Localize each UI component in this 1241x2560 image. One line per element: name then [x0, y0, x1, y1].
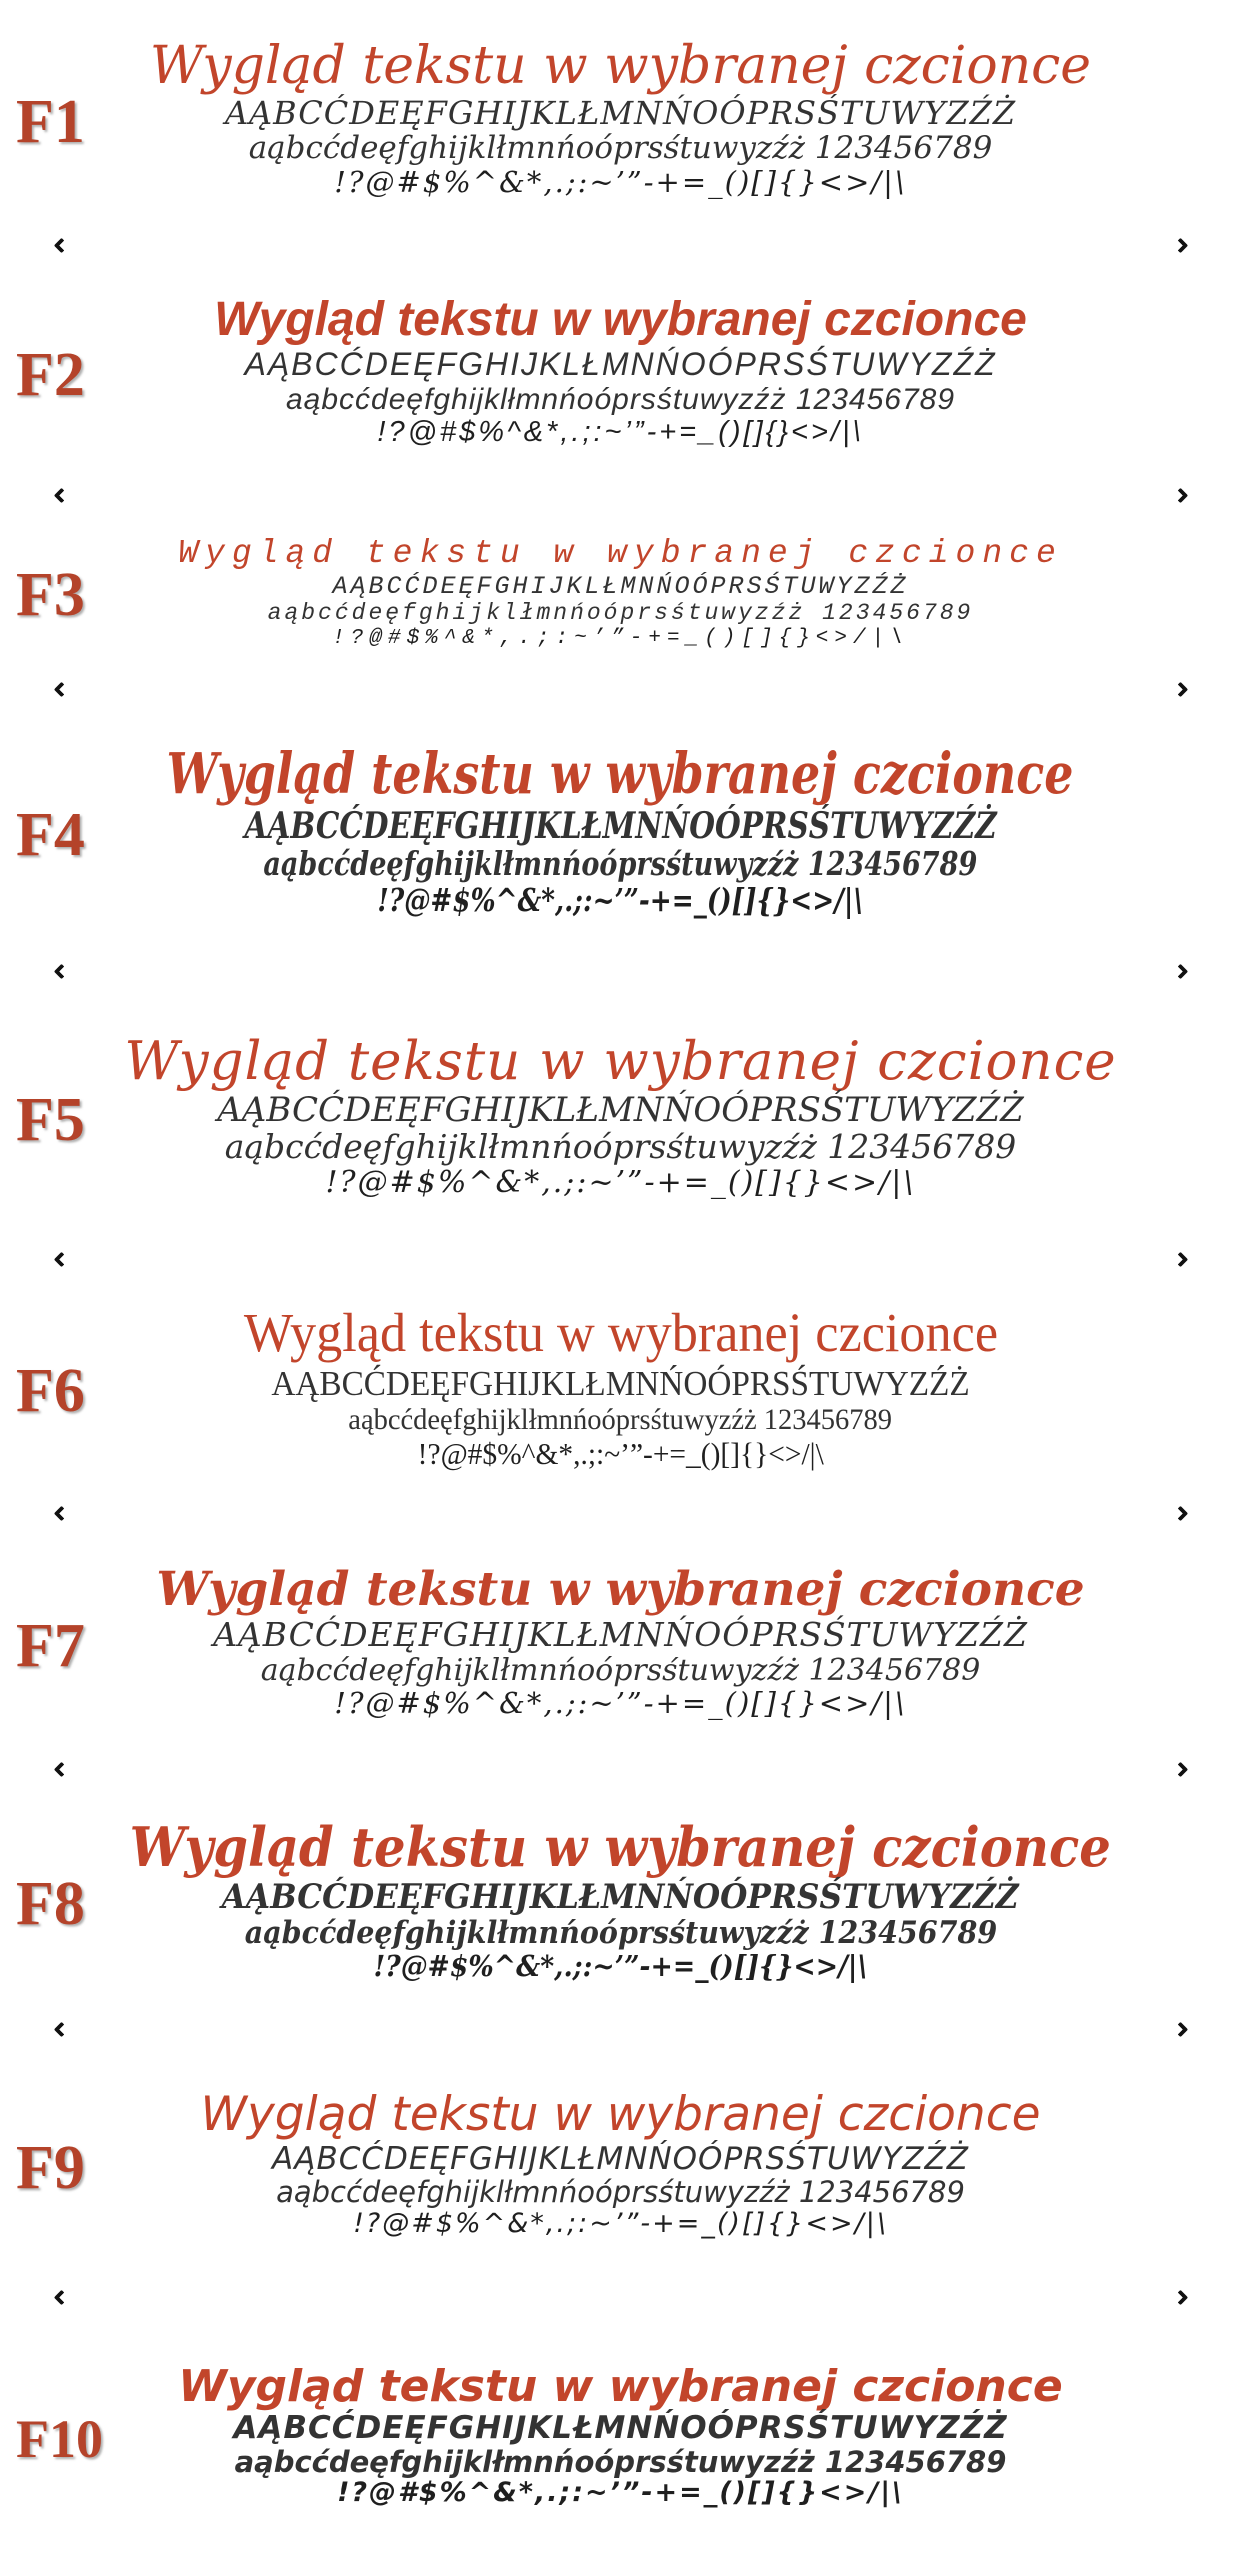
specimen-title: Wygląd tekstu w wybranej czcionce	[214, 293, 1027, 347]
specimen-title: Wygląd tekstu w wybranej czcionce	[124, 1031, 1117, 1092]
specimen-symbols: !?@#$%^&*,.;:~’”-+=_()[]{}<>/|\	[377, 416, 864, 449]
arrow-left-icon	[53, 1505, 69, 1521]
double-arrow-separator	[56, 236, 1186, 254]
specimen-uppercase: AĄBCĆDEĘFGHIJKLŁMNŃOÓPRSŚTUWYZŹŻ	[233, 2409, 1008, 2446]
specimen-lowercase-digits: aąbcćdeęfghijklłmnńoóprsśtuwyzźż 123456789	[285, 382, 956, 416]
font-specimen-f4	[0, 700, 1241, 960]
specimen-title: Wygląd tekstu w wybranej czcionce	[129, 1815, 1112, 1880]
specimen-uppercase: AĄBCĆDEĘFGHIJKLŁMNŃOÓPRSŚTUWYZŹŻ	[244, 804, 997, 847]
specimen-uppercase: AĄBCĆDEĘFGHIJKLŁMNŃOÓPRSŚTUWYZŹŻ	[271, 1364, 970, 1404]
double-arrow-separator	[56, 2288, 1186, 2306]
specimen-symbols: !?@#$%^&*,.;:~’”-+=_()[]{}<>/|\	[417, 1435, 824, 1471]
font-specimen-f1	[0, 0, 1241, 234]
font-label-f7: F7	[16, 1611, 85, 1680]
font-specimen-f6	[0, 1270, 1241, 1502]
font-specimen-f2	[0, 256, 1241, 484]
font-specimen-f3	[0, 506, 1241, 678]
specimen-symbols: !?@#$%^&*,.;:~’”-+=_()[]{}<>/|\	[334, 1686, 907, 1721]
specimen-symbols: !?@#$%^&*,.;:~’”-+=_()[]{}<>/|\	[373, 1949, 868, 1984]
double-arrow-separator	[56, 486, 1186, 504]
specimen-uppercase: AĄBCĆDEĘFGHIJKLŁMNŃOÓPRSŚTUWYZŹŻ	[222, 1876, 1019, 1917]
specimen-lowercase-digits: aąbcćdeęfghijklłmnńoóprsśtuwyzźż 123456789	[267, 599, 974, 626]
font-label-f1: F1	[16, 87, 85, 156]
specimen-title: Wygląd tekstu w wybranej czcionce	[178, 534, 1063, 572]
specimen-title: Wygląd tekstu w wybranej czcionce	[178, 2360, 1063, 2412]
specimen-symbols: !?@#$%^&*,.;:~’”-+=_()[]{}<>/|\	[377, 881, 864, 920]
arrow-right-icon	[1172, 1761, 1188, 1777]
specimen-symbols: !?@#$%^&*,.;:~’”-+=_()[]{}<>/|\	[334, 165, 907, 200]
specimen-uppercase: AĄBCĆDEĘFGHIJKLŁMNŃOÓPRSŚTUWYZŹŻ	[224, 93, 1017, 132]
specimen-uppercase: AĄBCĆDEĘFGHIJKLŁMNŃOÓPRSŚTUWYZŹŻ	[332, 571, 909, 601]
specimen-symbols: !?@#$%^&*,.;:~’”-+=_()[]{}<>/|\	[325, 1165, 916, 1201]
separator-line	[61, 970, 1181, 973]
specimen-title: Wygląd tekstu w wybranej czcionce	[149, 36, 1092, 97]
arrow-right-icon	[1172, 2289, 1188, 2305]
font-label-f6: F6	[16, 1356, 85, 1425]
separator-line	[61, 688, 1181, 691]
specimen-symbols: !?@#$%^&*,.;:~’”-+=_()[]{}<>/|\	[332, 626, 909, 650]
font-specimen-f7	[0, 1524, 1241, 1758]
font-specimen-f9	[0, 2040, 1241, 2286]
arrow-left-icon	[53, 2289, 69, 2305]
arrow-right-icon	[1172, 237, 1188, 253]
specimen-lowercase-digits: aąbcćdeęfghijklłmnńoóprsśtuwyzźż 123456789	[244, 1914, 997, 1951]
specimen-lowercase-digits: aąbcćdeęfghijklłmnńoóprsśtuwyzźż 123456789	[260, 1652, 981, 1688]
arrow-right-icon	[1172, 681, 1188, 697]
arrow-left-icon	[53, 681, 69, 697]
font-label-f10: F10	[16, 2409, 103, 2470]
specimen-title: Wygląd tekstu w wybranej czcionce	[243, 1302, 998, 1364]
font-label-f4: F4	[16, 801, 85, 870]
double-arrow-separator	[56, 1250, 1186, 1268]
specimen-uppercase: AĄBCĆDEĘFGHIJKLŁMNŃOÓPRSŚTUWYZŹŻ	[213, 1614, 1028, 1654]
arrow-right-icon	[1172, 1505, 1188, 1521]
arrow-left-icon	[53, 1761, 69, 1777]
separator-line	[61, 1258, 1181, 1261]
separator-line	[61, 1768, 1181, 1771]
separator-line	[61, 2296, 1181, 2299]
arrow-right-icon	[1172, 487, 1188, 503]
font-label-f5: F5	[16, 1086, 85, 1155]
double-arrow-separator	[56, 1504, 1186, 1522]
specimen-uppercase: AĄBCĆDEĘFGHIJKLŁMNŃOÓPRSŚTUWYZŹŻ	[244, 345, 997, 382]
double-arrow-separator	[56, 2020, 1186, 2038]
font-label-f3: F3	[16, 561, 85, 630]
specimen-lowercase-digits: aąbcćdeęfghijklłmnńoóprsśtuwyzźż 123456789	[263, 844, 978, 884]
specimen-lowercase-digits: aąbcćdeęfghijklłmnńoóprsśtuwyzźż 123456789	[224, 1127, 1017, 1167]
font-label-f2: F2	[16, 340, 85, 409]
specimen-title: Wygląd tekstu w wybranej czcionce	[156, 1562, 1085, 1618]
specimen-uppercase: AĄBCĆDEĘFGHIJKLŁMNŃOÓPRSŚTUWYZŹŻ	[217, 1090, 1024, 1131]
arrow-right-icon	[1172, 2021, 1188, 2037]
font-specimen-f10	[0, 2308, 1241, 2560]
arrow-left-icon	[53, 237, 69, 253]
specimen-lowercase-digits: aąbcćdeęfghijklłmnńoóprsśtuwyzźż 123456789	[276, 2175, 965, 2210]
separator-line	[61, 1512, 1181, 1515]
font-specimen-f8	[0, 1780, 1241, 2018]
specimen-symbols: !?@#$%^&*,.;:~’”-+=_()[]{}<>/|\	[337, 2477, 904, 2509]
font-label-f9: F9	[16, 2133, 85, 2202]
arrow-left-icon	[53, 1251, 69, 1267]
specimen-lowercase-digits: aąbcćdeęfghijklłmnńoóprsśtuwyzźż 123456789	[348, 1403, 893, 1437]
separator-line	[61, 244, 1181, 247]
double-arrow-separator	[56, 1760, 1186, 1778]
double-arrow-separator	[56, 680, 1186, 698]
specimen-uppercase: AĄBCĆDEĘFGHIJKLŁMNŃOÓPRSŚTUWYZŹŻ	[272, 2140, 969, 2177]
separator-line	[61, 494, 1181, 497]
arrow-left-icon	[53, 487, 69, 503]
separator-line	[61, 2028, 1181, 2031]
font-specimen-f5	[0, 982, 1241, 1248]
specimen-lowercase-digits: aąbcćdeęfghijklłmnńoóprsśtuwyzźż 123456789	[234, 2444, 1007, 2479]
arrow-right-icon	[1172, 1251, 1188, 1267]
specimen-lowercase-digits: aąbcćdeęfghijklłmnńoóprsśtuwyzźż 123456789	[248, 130, 993, 167]
specimen-title: Wygląd tekstu w wybranej czcionce	[167, 741, 1074, 808]
arrow-right-icon	[1172, 963, 1188, 979]
arrow-left-icon	[53, 2021, 69, 2037]
double-arrow-separator	[56, 962, 1186, 980]
font-label-f8: F8	[16, 1869, 85, 1938]
arrow-left-icon	[53, 963, 69, 979]
specimen-title: Wygląd tekstu w wybranej czcionce	[200, 2086, 1041, 2142]
specimen-symbols: !?@#$%^&*,.;:~’”-+=_()[]{}<>/|\	[353, 2207, 888, 2239]
